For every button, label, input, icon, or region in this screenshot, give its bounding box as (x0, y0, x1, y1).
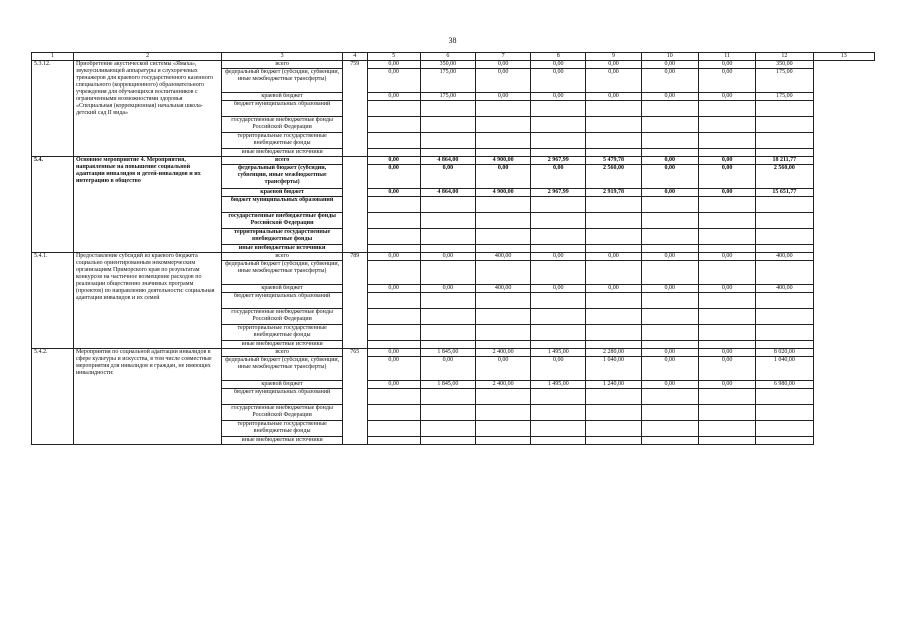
amount-cell (367, 421, 420, 437)
funding-source: территориальные государственные внебюджетные фонды (222, 325, 343, 341)
section-code: 5.4.2. (32, 349, 74, 445)
amount-cell (586, 245, 641, 253)
funding-source: федеральный бюджет (субсидии, субвенции, иные межбюджетные трансферты) (222, 69, 343, 93)
amount-cell (698, 341, 755, 349)
ministry-code (342, 157, 367, 253)
funding-source: краевой бюджет (222, 285, 343, 293)
funding-source: федеральный бюджет (субсидии, субвенции, иные межбюджетные трансферты) (222, 357, 343, 381)
amount-cell: 0,00 (641, 165, 698, 189)
amount-cell: 0,00 (586, 285, 641, 293)
amount-cell (420, 149, 475, 157)
amount-cell (756, 117, 813, 133)
amount-cell: 5 479,78 (586, 157, 641, 165)
amount-cell (420, 325, 475, 341)
amount-cell (698, 261, 755, 285)
amount-cell: 0,00 (641, 349, 698, 357)
amount-cell (475, 437, 530, 445)
amount-cell (475, 117, 530, 133)
amount-cell (698, 389, 755, 405)
amount-cell: 175,00 (756, 93, 813, 101)
header-cell: 4 (342, 53, 367, 61)
amount-cell (756, 325, 813, 341)
amount-cell (586, 309, 641, 325)
amount-cell (475, 133, 530, 149)
column-numbers-row (32, 53, 875, 61)
amount-cell: 0,00 (475, 61, 530, 69)
amount-cell: 0,00 (641, 157, 698, 165)
amount-cell: 15 651,77 (756, 189, 813, 197)
amount-cell: 0,00 (367, 69, 420, 93)
amount-cell (586, 405, 641, 421)
amount-cell (698, 229, 755, 245)
amount-cell: 4 864,00 (420, 189, 475, 197)
amount-cell (531, 293, 586, 309)
funding-source: государственные внебюджетные фонды Российской Федерации (222, 117, 343, 133)
amount-cell (531, 421, 586, 437)
amount-cell: 0,00 (698, 157, 755, 165)
amount-cell: 0,00 (367, 157, 420, 165)
amount-cell: 2 560,00 (586, 165, 641, 189)
funding-source: всего (222, 253, 343, 261)
amount-cell: 0,00 (475, 357, 530, 381)
amount-cell: 0,00 (420, 253, 475, 261)
amount-cell: 0,00 (641, 381, 698, 389)
amount-cell: 0,00 (641, 61, 698, 69)
header-cell: 6 (420, 53, 475, 61)
amount-cell (531, 101, 586, 117)
amount-cell (586, 389, 641, 405)
amount-cell (475, 245, 530, 253)
amount-cell (531, 261, 586, 285)
amount-cell: 8 020,00 (756, 349, 813, 357)
amount-cell (367, 117, 420, 133)
amount-cell: 4 864,00 (420, 157, 475, 165)
amount-cell: 1 495,00 (531, 349, 586, 357)
amount-cell (756, 293, 813, 309)
amount-cell: 2 280,00 (586, 349, 641, 357)
amount-cell (756, 261, 813, 285)
amount-cell (698, 309, 755, 325)
amount-cell: 0,00 (475, 165, 530, 189)
amount-cell: 350,00 (756, 61, 813, 69)
amount-cell (367, 389, 420, 405)
amount-cell (698, 245, 755, 253)
amount-cell (756, 149, 813, 157)
amount-cell (531, 229, 586, 245)
amount-cell: 0,00 (586, 61, 641, 69)
amount-cell (420, 309, 475, 325)
amount-cell (756, 133, 813, 149)
amount-cell (420, 245, 475, 253)
amount-cell (420, 117, 475, 133)
amount-cell: 0,00 (475, 93, 530, 101)
amount-cell: 0,00 (531, 61, 586, 69)
header-cell: 2 (73, 53, 221, 61)
amount-cell (420, 421, 475, 437)
amount-cell (367, 309, 420, 325)
amount-cell: 400,00 (756, 253, 813, 261)
amount-cell (367, 245, 420, 253)
amount-cell (698, 213, 755, 229)
amount-cell (420, 101, 475, 117)
section-title: Основное мероприятие 4. Мероприятия, направленные на повышение социальной адаптации инвалидов и детей-инвалидов и их интеграцию в общество (73, 157, 221, 253)
amount-cell: 0,00 (698, 61, 755, 69)
amount-cell (698, 197, 755, 213)
amount-cell (756, 341, 813, 349)
header-cell: 5 (367, 53, 420, 61)
amount-cell (641, 293, 698, 309)
amount-cell: 400,00 (475, 285, 530, 293)
funding-source: бюджет муниципальных образований (222, 101, 343, 117)
amount-cell (641, 421, 698, 437)
table-row (32, 349, 875, 357)
amount-cell (698, 101, 755, 117)
amount-cell (586, 421, 641, 437)
amount-cell (531, 389, 586, 405)
amount-cell (641, 229, 698, 245)
amount-cell (420, 213, 475, 229)
amount-cell (641, 389, 698, 405)
amount-cell (475, 405, 530, 421)
amount-cell: 0,00 (586, 93, 641, 101)
header-cell: 13 (813, 53, 875, 61)
amount-cell (586, 213, 641, 229)
amount-cell (367, 293, 420, 309)
amount-cell: 0,00 (698, 69, 755, 93)
amount-cell (698, 325, 755, 341)
amount-cell (756, 245, 813, 253)
amount-cell: 0,00 (698, 93, 755, 101)
ministry-code: 759 (342, 61, 367, 157)
amount-cell (531, 245, 586, 253)
funding-source: территориальные государственные внебюджетные фонды (222, 133, 343, 149)
amount-cell: 0,00 (698, 381, 755, 389)
amount-cell: 0,00 (367, 189, 420, 197)
funding-source: бюджет муниципальных образований (222, 293, 343, 309)
amount-cell (475, 229, 530, 245)
amount-cell: 0,00 (367, 349, 420, 357)
amount-cell (756, 389, 813, 405)
funding-source: краевой бюджет (222, 189, 343, 197)
amount-cell (756, 197, 813, 213)
amount-cell (756, 405, 813, 421)
amount-cell (586, 229, 641, 245)
amount-cell (531, 437, 586, 445)
amount-cell: 0,00 (641, 69, 698, 93)
amount-cell: 0,00 (641, 253, 698, 261)
amount-cell (756, 421, 813, 437)
amount-cell: 1 495,00 (531, 381, 586, 389)
header-cell: 9 (586, 53, 641, 61)
amount-cell: 0,00 (641, 189, 698, 197)
amount-cell (586, 341, 641, 349)
amount-cell (420, 437, 475, 445)
funding-source: иные внебюджетные источники (222, 341, 343, 349)
amount-cell (475, 213, 530, 229)
table-row (32, 253, 875, 261)
amount-cell: 18 211,77 (756, 157, 813, 165)
amount-cell (531, 197, 586, 213)
amount-cell (475, 197, 530, 213)
amount-cell (420, 405, 475, 421)
amount-cell (641, 133, 698, 149)
amount-cell (531, 149, 586, 157)
amount-cell (420, 197, 475, 213)
amount-cell (641, 261, 698, 285)
header-cell: 12 (756, 53, 813, 61)
amount-cell (586, 437, 641, 445)
amount-cell (586, 101, 641, 117)
funding-source: территориальные государственные внебюджетные фонды (222, 229, 343, 245)
amount-cell (475, 309, 530, 325)
amount-cell (641, 245, 698, 253)
amount-cell (367, 405, 420, 421)
amount-cell (586, 293, 641, 309)
amount-cell: 0,00 (586, 253, 641, 261)
amount-cell: 0,00 (420, 165, 475, 189)
funding-source: краевой бюджет (222, 93, 343, 101)
amount-cell (420, 229, 475, 245)
amount-cell: 0,00 (698, 189, 755, 197)
amount-cell (531, 309, 586, 325)
header-cell: 3 (222, 53, 343, 61)
amount-cell (586, 261, 641, 285)
header-cell: 11 (698, 53, 755, 61)
amount-cell (420, 261, 475, 285)
header-cell: 1 (32, 53, 74, 61)
amount-cell: 1 240,00 (586, 381, 641, 389)
table-row (32, 61, 875, 69)
amount-cell: 0,00 (586, 69, 641, 93)
amount-cell: 400,00 (475, 253, 530, 261)
amount-cell: 0,00 (698, 253, 755, 261)
amount-cell (475, 261, 530, 285)
amount-cell (641, 309, 698, 325)
amount-cell (367, 213, 420, 229)
amount-cell (420, 389, 475, 405)
amount-cell (698, 133, 755, 149)
amount-cell (586, 117, 641, 133)
amount-cell (641, 437, 698, 445)
amount-cell (586, 197, 641, 213)
amount-cell: 0,00 (698, 357, 755, 381)
amount-cell: 1 845,00 (420, 381, 475, 389)
amount-cell (367, 197, 420, 213)
amount-cell: 0,00 (531, 93, 586, 101)
amount-cell (531, 213, 586, 229)
amount-cell: 175,00 (420, 69, 475, 93)
funding-source: федеральный бюджет (субсидии, субвенции, иные межбюджетные трансферты) (222, 165, 343, 189)
amount-cell (531, 341, 586, 349)
amount-cell: 0,00 (698, 165, 755, 189)
amount-cell: 0,00 (367, 381, 420, 389)
amount-cell: 2 919,78 (586, 189, 641, 197)
amount-cell (641, 325, 698, 341)
amount-cell (586, 325, 641, 341)
amount-cell: 2 400,00 (475, 349, 530, 357)
funding-source: территориальные государственные внебюджетные фонды (222, 421, 343, 437)
amount-cell: 4 900,00 (475, 157, 530, 165)
amount-cell (475, 341, 530, 349)
amount-cell (475, 325, 530, 341)
amount-cell: 0,00 (420, 285, 475, 293)
amount-cell (367, 101, 420, 117)
ministry-code: 765 (342, 349, 367, 445)
amount-cell (475, 293, 530, 309)
amount-cell (698, 149, 755, 157)
header-cell: 10 (641, 53, 698, 61)
amount-cell (586, 133, 641, 149)
amount-cell: 175,00 (756, 69, 813, 93)
amount-cell (756, 213, 813, 229)
amount-cell (475, 421, 530, 437)
amount-cell (641, 213, 698, 229)
section-code: 5.3.12. (32, 61, 74, 157)
funding-source: всего (222, 61, 343, 69)
amount-cell: 400,00 (756, 285, 813, 293)
funding-source: иные внебюджетные источники (222, 437, 343, 445)
amount-cell (531, 325, 586, 341)
section-code: 5.4.1. (32, 253, 74, 349)
table-row (32, 157, 875, 165)
amount-cell (756, 309, 813, 325)
amount-cell (698, 405, 755, 421)
amount-cell (698, 293, 755, 309)
amount-cell (641, 101, 698, 117)
amount-cell (698, 437, 755, 445)
amount-cell: 2 400,00 (475, 381, 530, 389)
amount-cell (367, 341, 420, 349)
amount-cell: 0,00 (698, 349, 755, 357)
amount-cell (420, 133, 475, 149)
amount-cell (641, 197, 698, 213)
amount-cell: 0,00 (531, 69, 586, 93)
funding-source: федеральный бюджет (субсидии, субвенции, иные межбюджетные трансферты) (222, 261, 343, 285)
amount-cell (367, 437, 420, 445)
amount-cell: 0,00 (531, 357, 586, 381)
amount-cell: 0,00 (367, 165, 420, 189)
amount-cell: 1 040,00 (756, 357, 813, 381)
amount-cell (531, 133, 586, 149)
section-code: 5.4. (32, 157, 74, 253)
amount-cell (367, 229, 420, 245)
amount-cell: 2 967,99 (531, 157, 586, 165)
budget-table (31, 52, 875, 445)
amount-cell: 0,00 (420, 357, 475, 381)
amount-cell: 2 967,99 (531, 189, 586, 197)
amount-cell (641, 117, 698, 133)
header-cell: 7 (475, 53, 530, 61)
amount-cell: 0,00 (641, 285, 698, 293)
amount-cell (641, 149, 698, 157)
amount-cell (698, 117, 755, 133)
funding-source: бюджет муниципальных образований (222, 389, 343, 405)
amount-cell (641, 341, 698, 349)
amount-cell (367, 261, 420, 285)
ministry-code: 789 (342, 253, 367, 349)
amount-cell: 1 845,00 (420, 349, 475, 357)
amount-cell (367, 325, 420, 341)
amount-cell: 0,00 (641, 93, 698, 101)
amount-cell: 0,00 (367, 357, 420, 381)
funding-source: иные внебюджетные источники (222, 149, 343, 157)
amount-cell: 0,00 (367, 61, 420, 69)
amount-cell (756, 437, 813, 445)
funding-source: иные внебюджетные источники (222, 245, 343, 253)
page-number: 38 (448, 36, 457, 45)
amount-cell: 1 040,00 (586, 357, 641, 381)
amount-cell (367, 133, 420, 149)
amount-cell: 0,00 (367, 93, 420, 101)
amount-cell (698, 421, 755, 437)
amount-cell: 0,00 (531, 253, 586, 261)
funding-source: краевой бюджет (222, 381, 343, 389)
funding-source: всего (222, 157, 343, 165)
amount-cell: 0,00 (641, 357, 698, 381)
funding-source: всего (222, 349, 343, 357)
amount-cell (756, 101, 813, 117)
amount-cell: 0,00 (367, 285, 420, 293)
amount-cell (475, 149, 530, 157)
amount-cell (531, 405, 586, 421)
amount-cell: 0,00 (367, 253, 420, 261)
section-title: Мероприятия по социальной адаптации инвалидов в сфере культуры и искусства, в том числе совместные мероприятия для инвалидов и граждан, не имеющих инвалидности: (73, 349, 221, 445)
amount-cell (475, 101, 530, 117)
amount-cell (420, 293, 475, 309)
amount-cell: 4 900,00 (475, 189, 530, 197)
amount-cell: 0,00 (475, 69, 530, 93)
amount-cell: 6 980,00 (756, 381, 813, 389)
funding-source: государственные внебюджетные фонды Российской Федерации (222, 213, 343, 229)
amount-cell (586, 149, 641, 157)
funding-source: государственные внебюджетные фонды Российской Федерации (222, 309, 343, 325)
section-title: Предоставление субсидий из краевого бюджета социально ориентированным некоммерческим организациям Приморского края по результатам конкурсов на частичное возмещение расходов по реализации общественно значимых программ (проектов) по направлению деятельности: социальная адаптация инвалидов и их семей (73, 253, 221, 349)
amount-cell: 350,00 (420, 61, 475, 69)
amount-cell: 2 560,00 (756, 165, 813, 189)
amount-cell: 0,00 (531, 285, 586, 293)
amount-cell: 175,00 (420, 93, 475, 101)
amount-cell (531, 117, 586, 133)
amount-cell (367, 149, 420, 157)
funding-source: государственные внебюджетные фонды Российской Федерации (222, 405, 343, 421)
amount-cell: 0,00 (531, 165, 586, 189)
header-cell: 8 (531, 53, 586, 61)
amount-cell (475, 389, 530, 405)
amount-cell (420, 341, 475, 349)
section-title: Приобретение акустической системы «Ямаха», звукоусиливающей аппаратуры и слухоречевых тренажеров для краевого государственного казенного специального (коррекционного) образовательного учреждения для обучающихся воспитанников с ограниченными возможностями здоровья «Специальная (коррекционная) начальная школа-детский сад II вида» (73, 61, 221, 157)
amount-cell: 0,00 (698, 285, 755, 293)
funding-source: бюджет муниципальных образований (222, 197, 343, 213)
amount-cell (756, 229, 813, 245)
amount-cell (641, 405, 698, 421)
